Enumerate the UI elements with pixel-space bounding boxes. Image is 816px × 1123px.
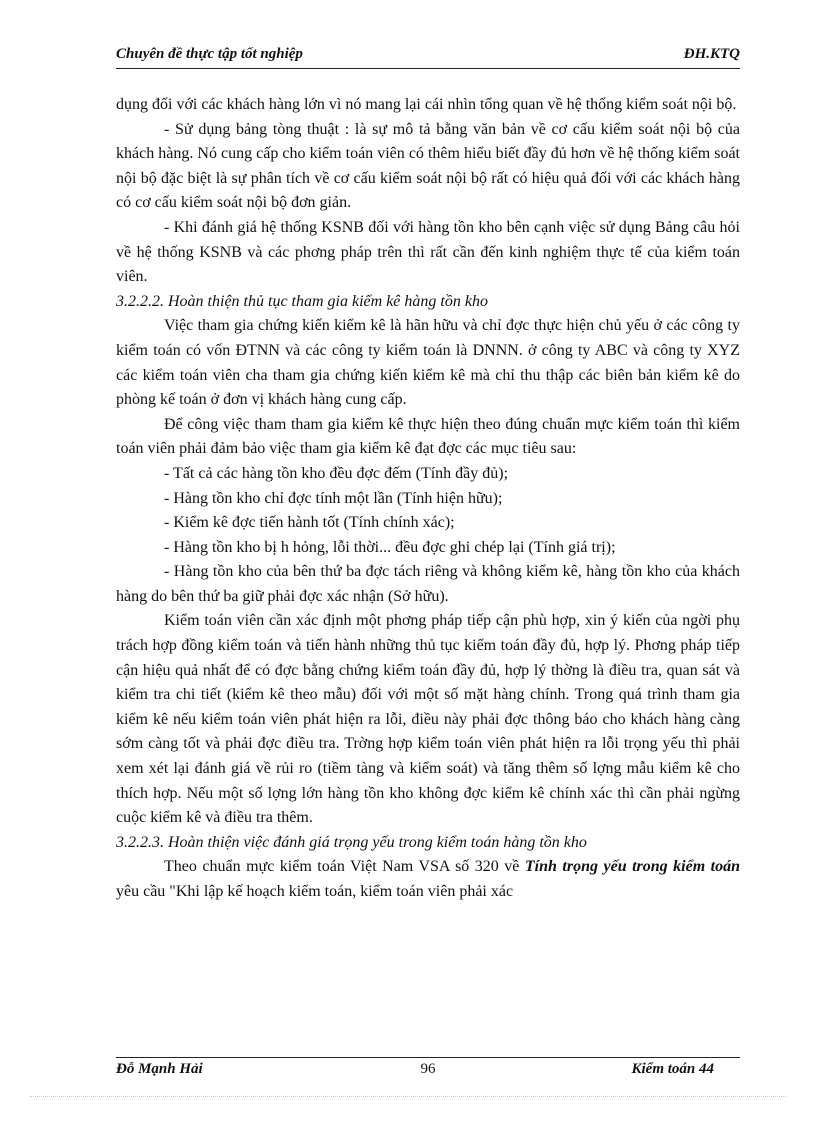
bullet-item: - Kiểm kê đợc tiến hành tốt (Tính chính xác); xyxy=(164,514,455,532)
footer-class: Kiểm toán 44 xyxy=(631,1061,714,1077)
final-text-emphasis: Tính trọng yếu trong kiểm toán xyxy=(524,858,740,876)
header-title: Chuyên đề thực tập tốt nghiệp xyxy=(116,46,303,62)
paragraph: Để công việc tham tham gia kiểm kê thực hiện theo đúng chuẩn mực kiểm toán thì kiểm toán viên phải đảm bảo việc tham gia kiểm kê đạt đợc các mục tiêu sau: xyxy=(116,415,740,458)
bullet-item: - Tất cả các hàng tồn kho đều đợc đếm (Tính đầy đủ); xyxy=(164,464,509,482)
section-heading: 3.2.2.2. Hoàn thiện thủ tục tham gia kiểm kê hàng tồn kho xyxy=(116,292,488,310)
paragraph-final xyxy=(116,855,740,904)
bullet-item: - Hàng tồn kho của bên thứ ba đợc tách riêng và không kiểm kê, hàng tồn kho của khách hàng do bên thứ ba giữ phải đợc xác nhận (Sở hữu). xyxy=(116,563,740,605)
page-footer xyxy=(116,1057,740,1082)
bullet-paragraph: - Khi đánh giá hệ thống KSNB đối với hàng tồn kho bên cạnh việc sử dụng Bảng câu hỏi về hệ thống KSNB và các phơng pháp trên thì rất cần đến kinh nghiệm thực tế của kiểm toán viên. xyxy=(116,218,740,286)
section-heading: 3.2.2.3. Hoàn thiện việc đánh giá trọng yếu trong kiểm toán hàng tồn kho xyxy=(116,833,587,851)
page-header xyxy=(116,46,740,69)
footer-author: Đỗ Mạnh Hải xyxy=(116,1061,203,1077)
document-body xyxy=(116,93,740,905)
final-text-after: yêu cầu "Khi lập kế hoạch kiểm toán, kiểm toán viên phải xác xyxy=(116,883,514,900)
paragraph: dụng đối với các khách hàng lớn vì nó mang lại cái nhìn tổng quan về hệ thống kiểm soát nội bộ. xyxy=(116,96,737,113)
final-text-before: Theo chuẩn mực kiểm toán Việt Nam VSA số 320 về xyxy=(164,858,525,876)
bullet-item: - Hàng tồn kho chỉ đợc tính một lần (Tính hiện hữu); xyxy=(164,489,503,507)
header-code: ĐH.KTQ xyxy=(683,46,740,62)
paragraph: Kiểm toán viên cần xác định một phơng pháp tiếp cận phù hợp, xin ý kiến của ngời phụ trách hợp đồng kiểm toán và tiến hành những thủ tục kiểm toán đầy đủ, hợp lý. Phơng pháp tiếp cận hiệu quả nhất để có đợc bằng chứng kiểm toán đầy đủ, hợp lý thờng là điều tra, quan sát và kiểm tra chi tiết (kiểm kê theo mẫu) đối với một số mặt hàng chính. Trong quá trình tham gia kiểm kê nếu kiểm toán viên phát hiện ra lỗi, điều này phải đợc thông báo cho khách hàng càng sớm càng tốt và phải đợc điều tra. Trờng hợp kiểm toán viên phát hiện ra lỗi trọng yếu thì phải xem xét lại đánh giá về rủi ro (tiềm tàng và kiểm soát) và tăng thêm số lợng mẫu kiểm kê cho thích hợp. Nếu một số lợng lớn hàng tồn kho không đợc kiểm kê chính xác thì cần phải ngừng cuộc kiểm kê và điều tra thêm. xyxy=(116,612,740,827)
bullet-item: - Hàng tồn kho bị h hỏng, lỗi thời... đều đợc ghi chép lại (Tính giá trị); xyxy=(164,538,616,556)
page-bottom-dotted-rule xyxy=(30,1096,786,1097)
paragraph: Việc tham gia chứng kiến kiểm kê là hãn hữu và chỉ đợc thực hiện chủ yếu ở các công ty kiểm toán có vốn ĐTNN và các công ty kiểm toán là DNNN. ở công ty ABC và công ty XYZ các kiểm toán viên cha tham gia chứng kiến kiểm kê mà chỉ thu thập các biên bản kiểm kê do phòng kế toán ở đơn vị khách hàng cung cấp. xyxy=(116,317,740,409)
page-number: 96 xyxy=(420,1061,436,1077)
bullet-paragraph: - Sử dụng bảng tòng thuật : là sự mô tả bằng văn bản về cơ cấu kiểm soát nội bộ của khách hàng. Nó cung cấp cho kiểm toán viên có thêm hiểu biết đầy đủ hơn về hệ thống kiểm soát nội bộ đặc biệt là sự phân tích về cơ cấu kiểm soát nội bộ rất có hiệu quả đối với các khách hàng có cơ cấu kiểm soát nội bộ đơn giản. xyxy=(116,120,740,212)
